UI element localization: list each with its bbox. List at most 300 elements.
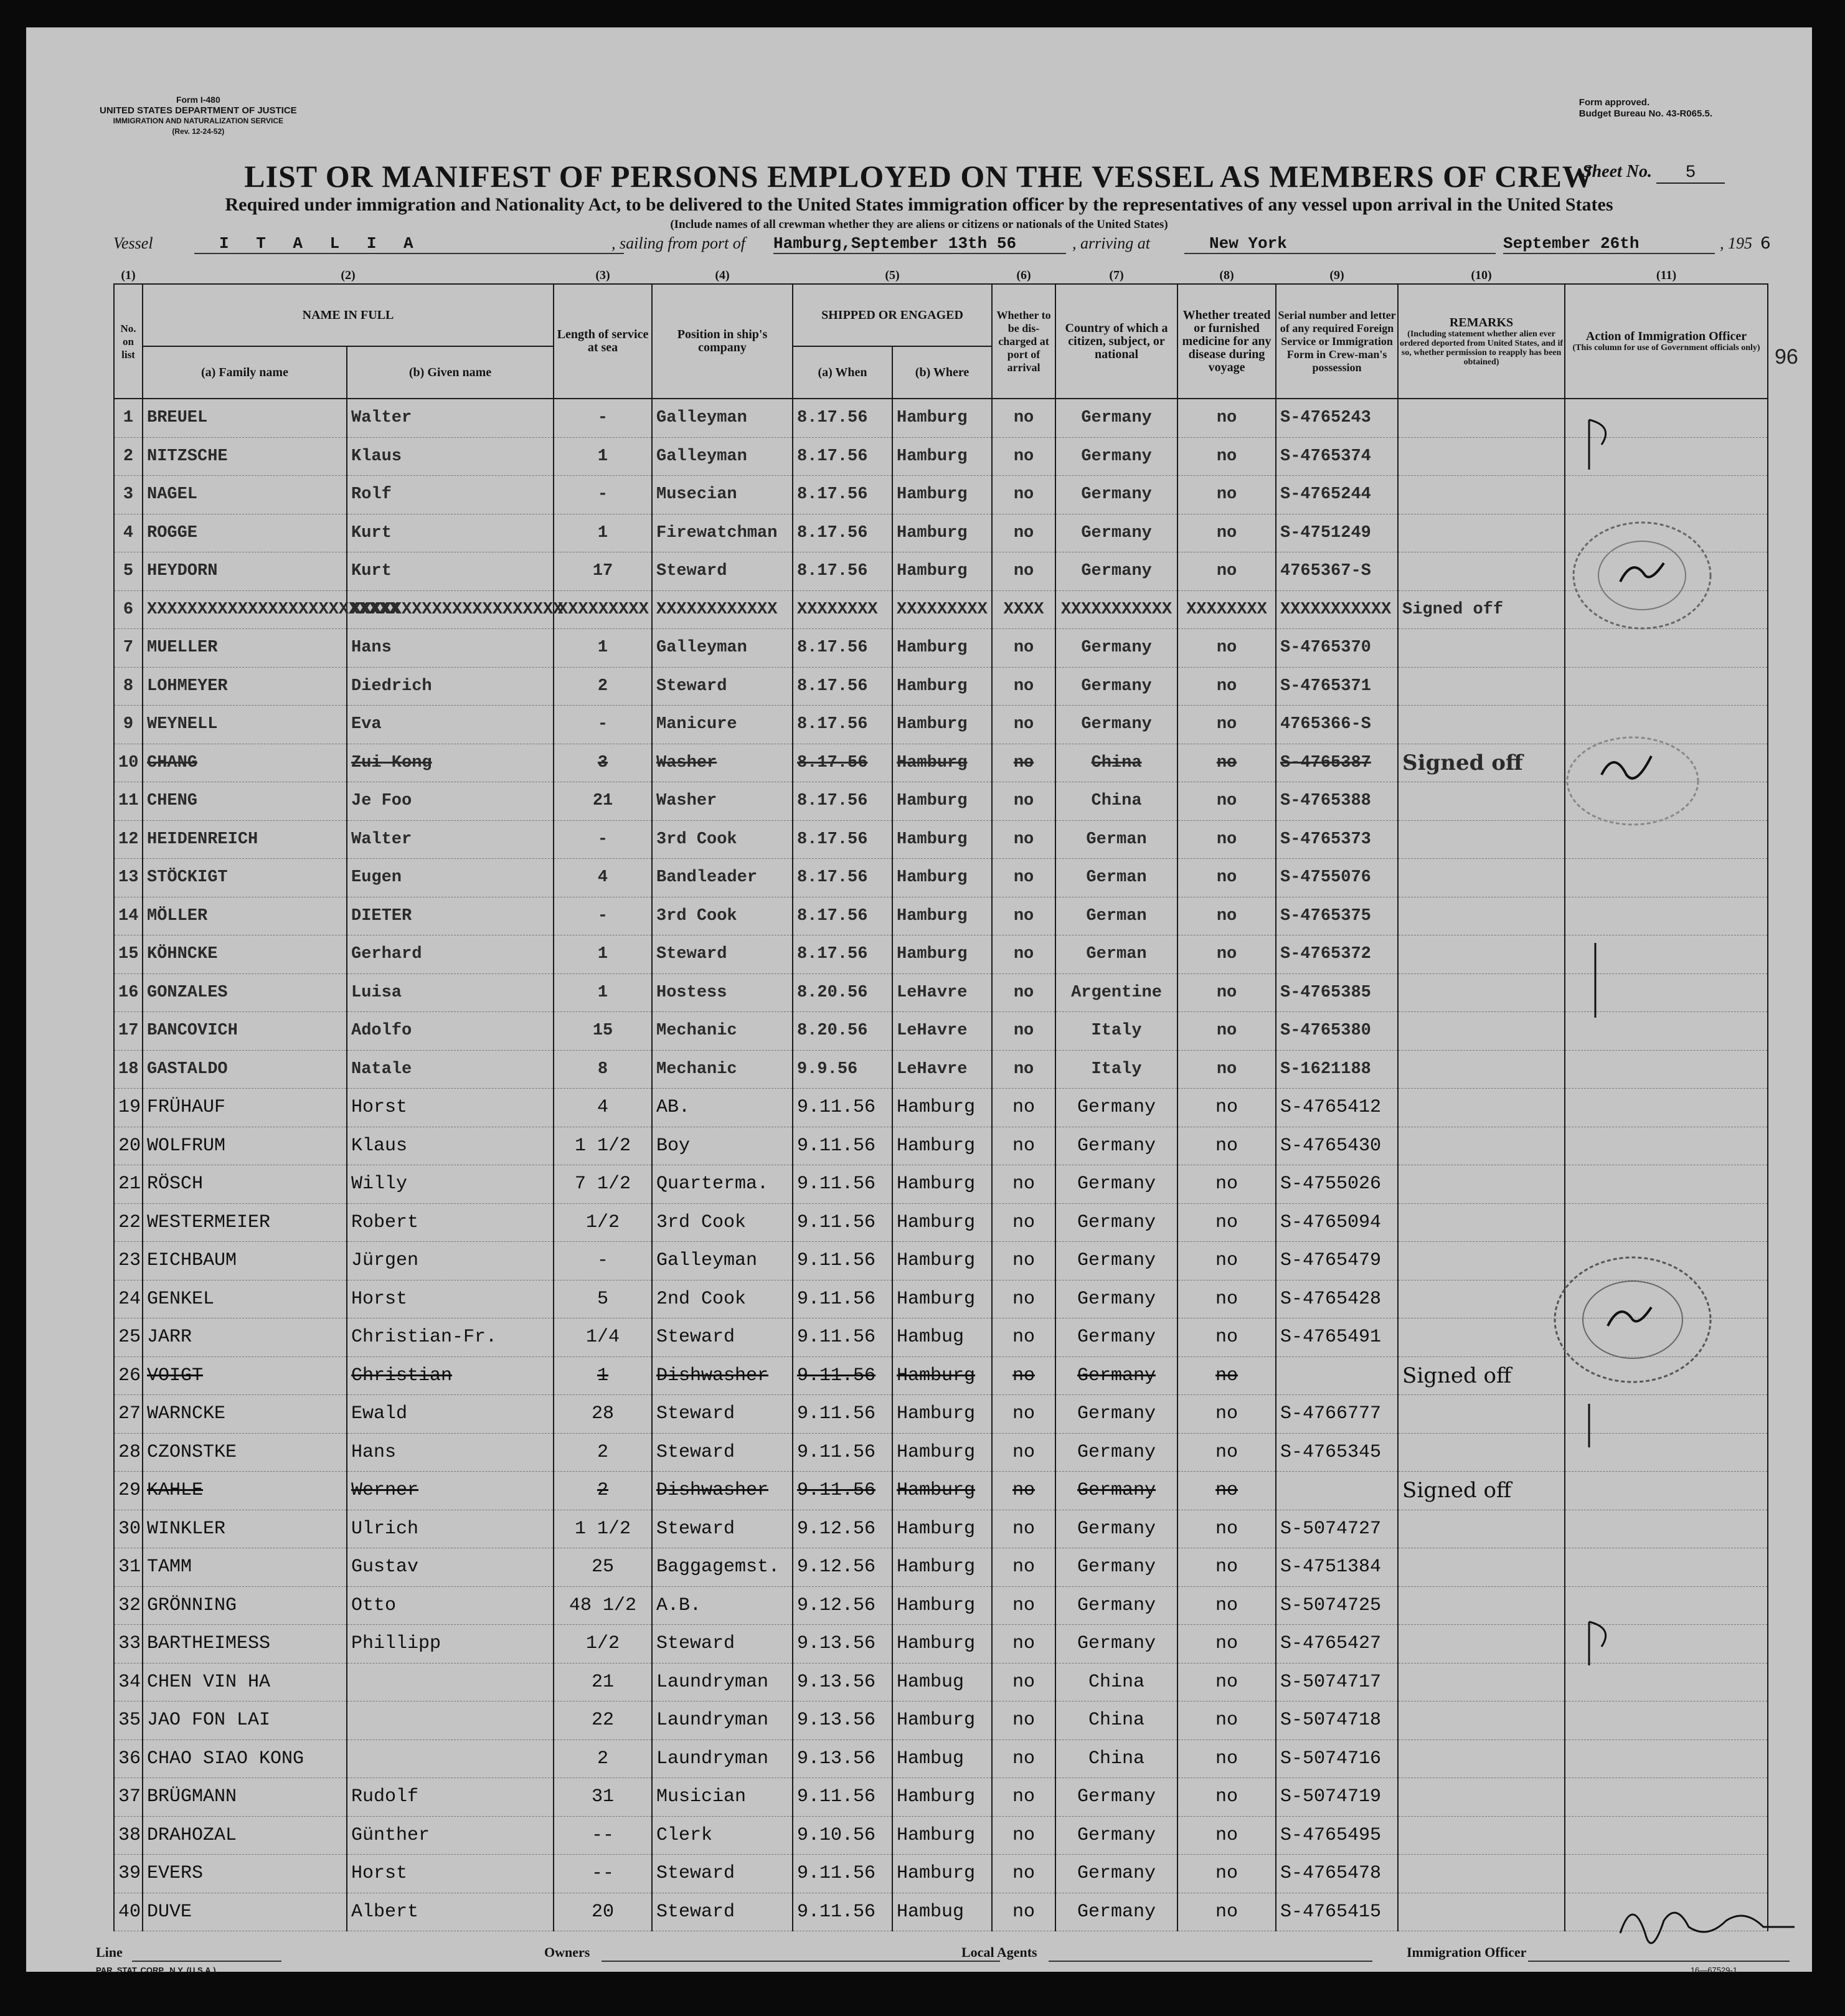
owners-field bbox=[602, 1944, 1000, 1962]
row-number-cell: 36 bbox=[114, 1739, 143, 1778]
col-num-3: (3) bbox=[595, 268, 610, 282]
header-shipped: SHIPPED OR ENGAGED bbox=[793, 284, 992, 346]
shipped-where-cell: Hamburg bbox=[892, 1433, 992, 1472]
remarks-cell bbox=[1398, 399, 1565, 437]
given-name-cell: DIETER bbox=[347, 897, 554, 935]
given-name-cell: Eva bbox=[347, 706, 554, 744]
given-name-cell: Luisa bbox=[347, 973, 554, 1012]
country-cell: Germany bbox=[1055, 1165, 1177, 1204]
treated-cell: no bbox=[1177, 1510, 1276, 1548]
serial-number-cell: S-4765375 bbox=[1276, 897, 1398, 935]
row-number-cell: 18 bbox=[114, 1050, 143, 1089]
family-name-cell: TAMM bbox=[143, 1548, 347, 1587]
family-name-cell: CHAO SIAO KONG bbox=[143, 1739, 347, 1778]
serial-number-cell: S-4765495 bbox=[1276, 1816, 1398, 1855]
given-name-cell: Willy bbox=[347, 1165, 554, 1204]
remarks-cell bbox=[1398, 1280, 1565, 1318]
country-cell: Germany bbox=[1055, 1089, 1177, 1127]
remarks-cell bbox=[1398, 1510, 1565, 1548]
service-length-cell: 1 bbox=[554, 935, 652, 974]
shipped-where-cell: LeHavre bbox=[892, 973, 992, 1012]
treated-cell: no bbox=[1177, 859, 1276, 897]
remarks-cell bbox=[1398, 1586, 1565, 1625]
given-name-cell: Klaus bbox=[347, 437, 554, 476]
form-identifier bbox=[100, 95, 297, 137]
remarks-cell bbox=[1398, 782, 1565, 821]
header-position: Position in ship's company bbox=[652, 284, 793, 399]
service-length-cell: 15 bbox=[554, 1012, 652, 1051]
serial-number-cell: S-5074717 bbox=[1276, 1663, 1398, 1701]
country-cell: Germany bbox=[1055, 629, 1177, 668]
discharged-cell: no bbox=[992, 1012, 1055, 1051]
country-cell: Germany bbox=[1055, 667, 1177, 706]
shipped-when-cell: 8.20.56 bbox=[793, 1012, 892, 1051]
country-cell: XXXXXXXXXXX bbox=[1055, 590, 1177, 629]
row-number-cell: 10 bbox=[114, 744, 143, 782]
header-no: No. on list bbox=[114, 284, 143, 399]
row-number-cell: 40 bbox=[114, 1893, 143, 1931]
table-row bbox=[114, 1739, 1768, 1778]
serial-number-cell: S-4765345 bbox=[1276, 1433, 1398, 1472]
serial-number-cell bbox=[1276, 1356, 1398, 1395]
shipped-when-cell: 9.12.56 bbox=[793, 1510, 892, 1548]
treated-cell: no bbox=[1177, 1548, 1276, 1587]
family-name-cell: GRÖNNING bbox=[143, 1586, 347, 1625]
country-cell: German bbox=[1055, 820, 1177, 859]
serial-number-cell: S-5074719 bbox=[1276, 1778, 1398, 1817]
table-row bbox=[114, 629, 1768, 668]
shipped-when-cell: 9.11.56 bbox=[793, 1395, 892, 1434]
discharged-cell: no bbox=[992, 1855, 1055, 1893]
row-number-cell: 24 bbox=[114, 1280, 143, 1318]
row-number-cell: 1 bbox=[114, 399, 143, 437]
shipped-when-cell: 9.11.56 bbox=[793, 1433, 892, 1472]
treated-cell: no bbox=[1177, 1625, 1276, 1663]
given-name-cell: Robert bbox=[347, 1203, 554, 1242]
year-suffix: 6 bbox=[1760, 234, 1771, 253]
given-name-cell: XXXXXXXXXXXXXXXXXXXXX bbox=[347, 590, 554, 629]
row-number-cell: 22 bbox=[114, 1203, 143, 1242]
shipped-when-cell: 8.17.56 bbox=[793, 667, 892, 706]
shipped-when-cell: 9.12.56 bbox=[793, 1586, 892, 1625]
shipped-when-cell: 9.9.56 bbox=[793, 1050, 892, 1089]
discharged-cell: no bbox=[992, 1280, 1055, 1318]
position-cell: Manicure bbox=[652, 706, 793, 744]
family-name-cell: MUELLER bbox=[143, 629, 347, 668]
position-cell: Washer bbox=[652, 744, 793, 782]
treated-cell: no bbox=[1177, 667, 1276, 706]
service-length-cell: 28 bbox=[554, 1395, 652, 1434]
shipped-when-cell: 9.11.56 bbox=[793, 1242, 892, 1280]
treated-cell: no bbox=[1177, 399, 1276, 437]
col-num-9: (9) bbox=[1329, 268, 1344, 282]
treated-cell: no bbox=[1177, 1165, 1276, 1204]
position-cell: Galleyman bbox=[652, 399, 793, 437]
shipped-when-cell: 8.17.56 bbox=[793, 552, 892, 591]
shipped-where-cell: Hamburg bbox=[892, 552, 992, 591]
shipped-where-cell: Hamburg bbox=[892, 1089, 992, 1127]
given-name-cell: Hans bbox=[347, 629, 554, 668]
serial-number-cell: S-5074727 bbox=[1276, 1510, 1398, 1548]
position-cell: Musecian bbox=[652, 476, 793, 514]
serial-number-cell: S-4765478 bbox=[1276, 1855, 1398, 1893]
serial-number-cell: S-5074716 bbox=[1276, 1739, 1398, 1778]
given-name-cell: Zui Kong bbox=[347, 744, 554, 782]
row-number-cell: 21 bbox=[114, 1165, 143, 1204]
shipped-where-cell: Hamburg bbox=[892, 1356, 992, 1395]
shipped-where-cell: Hamburg bbox=[892, 1127, 992, 1165]
treated-cell: no bbox=[1177, 744, 1276, 782]
given-name-cell: Otto bbox=[347, 1586, 554, 1625]
service-length-cell: - bbox=[554, 476, 652, 514]
family-name-cell: WESTERMEIER bbox=[143, 1203, 347, 1242]
shipped-where-cell: Hamburg bbox=[892, 1816, 992, 1855]
row-number-cell: 23 bbox=[114, 1242, 143, 1280]
treated-cell: no bbox=[1177, 1203, 1276, 1242]
discharged-cell: no bbox=[992, 399, 1055, 437]
col-num-5: (5) bbox=[885, 268, 900, 282]
given-name-cell: Walter bbox=[347, 820, 554, 859]
family-name-cell: EICHBAUM bbox=[143, 1242, 347, 1280]
remarks-cell bbox=[1398, 552, 1565, 591]
remarks-cell bbox=[1398, 1739, 1565, 1778]
country-cell: China bbox=[1055, 782, 1177, 821]
shipped-when-cell: 8.17.56 bbox=[793, 399, 892, 437]
remarks-cell bbox=[1398, 1701, 1565, 1740]
discharged-cell: no bbox=[992, 667, 1055, 706]
table-row bbox=[114, 1510, 1768, 1548]
table-row bbox=[114, 1778, 1768, 1817]
serial-number-cell: S-1621188 bbox=[1276, 1050, 1398, 1089]
remarks-cell bbox=[1398, 1778, 1565, 1817]
serial-number-cell: S-4755026 bbox=[1276, 1165, 1398, 1204]
service-length-cell: -- bbox=[554, 1816, 652, 1855]
row-number-cell: 19 bbox=[114, 1089, 143, 1127]
treated-cell: no bbox=[1177, 1280, 1276, 1318]
discharged-cell: no bbox=[992, 706, 1055, 744]
treated-cell: no bbox=[1177, 1739, 1276, 1778]
given-name-cell: Günther bbox=[347, 1816, 554, 1855]
shipped-when-cell: 9.13.56 bbox=[793, 1701, 892, 1740]
remarks-cell bbox=[1398, 1433, 1565, 1472]
shipped-where-cell: Hamburg bbox=[892, 1203, 992, 1242]
table-row bbox=[114, 1242, 1768, 1280]
family-name-cell: VOIGT bbox=[143, 1356, 347, 1395]
position-cell: Steward bbox=[652, 1318, 793, 1357]
service-length-cell: 4 bbox=[554, 1089, 652, 1127]
remarks-cell bbox=[1398, 667, 1565, 706]
given-name-cell: Albert bbox=[347, 1893, 554, 1931]
discharged-cell: no bbox=[992, 1472, 1055, 1510]
position-cell: Clerk bbox=[652, 1816, 793, 1855]
country-cell: German bbox=[1055, 897, 1177, 935]
shipped-where-cell: Hamburg bbox=[892, 1472, 992, 1510]
row-number-cell: 8 bbox=[114, 667, 143, 706]
sheet-value: 5 bbox=[1656, 163, 1725, 184]
country-cell: Germany bbox=[1055, 1280, 1177, 1318]
service-length-cell: 2 bbox=[554, 667, 652, 706]
table-row bbox=[114, 667, 1768, 706]
row-number-cell: 15 bbox=[114, 935, 143, 974]
col-num-8: (8) bbox=[1219, 268, 1234, 282]
country-cell: China bbox=[1055, 1739, 1177, 1778]
service-length-cell: - bbox=[554, 399, 652, 437]
family-name-cell: CZONSTKE bbox=[143, 1433, 347, 1472]
treated-cell: no bbox=[1177, 1701, 1276, 1740]
treated-cell: no bbox=[1177, 1318, 1276, 1357]
service-length-cell: -- bbox=[554, 1855, 652, 1893]
discharged-cell: no bbox=[992, 1778, 1055, 1817]
family-name-cell: WINKLER bbox=[143, 1510, 347, 1548]
remarks-cell bbox=[1398, 1203, 1565, 1242]
serial-number-cell: S-4765371 bbox=[1276, 667, 1398, 706]
remarks-cell: Signed off bbox=[1398, 1472, 1565, 1510]
revision: (Rev. 12-24-52) bbox=[172, 127, 225, 136]
serial-number-cell: 4765367-S bbox=[1276, 552, 1398, 591]
discharged-cell: no bbox=[992, 897, 1055, 935]
serial-number-cell: S-4755076 bbox=[1276, 859, 1398, 897]
table-row bbox=[114, 820, 1768, 859]
table-row bbox=[114, 1089, 1768, 1127]
manifest-sheet bbox=[26, 27, 1812, 1975]
discharged-cell: no bbox=[992, 1050, 1055, 1089]
shipped-where-cell: Hamburg bbox=[892, 514, 992, 552]
treated-cell: XXXXXXXX bbox=[1177, 590, 1276, 629]
serial-number-cell: S-4765244 bbox=[1276, 476, 1398, 514]
treated-cell: no bbox=[1177, 1242, 1276, 1280]
given-name-cell: Horst bbox=[347, 1855, 554, 1893]
family-name-cell: WOLFRUM bbox=[143, 1127, 347, 1165]
position-cell: A.B. bbox=[652, 1586, 793, 1625]
given-name-cell: Horst bbox=[347, 1280, 554, 1318]
header-length: Length of service at sea bbox=[554, 284, 652, 399]
department: UNITED STATES DEPARTMENT OF JUSTICE bbox=[100, 105, 297, 116]
given-name-cell: Adolfo bbox=[347, 1012, 554, 1051]
position-cell: AB. bbox=[652, 1089, 793, 1127]
family-name-cell: NITZSCHE bbox=[143, 437, 347, 476]
service-length-cell: 22 bbox=[554, 1701, 652, 1740]
table-row bbox=[114, 1433, 1768, 1472]
arrival-date: September 26th bbox=[1503, 234, 1715, 254]
position-cell: Steward bbox=[652, 552, 793, 591]
treated-cell: no bbox=[1177, 1395, 1276, 1434]
table-row bbox=[114, 1127, 1768, 1165]
serial-number-cell bbox=[1276, 1472, 1398, 1510]
service-length-cell: 31 bbox=[554, 1778, 652, 1817]
country-cell: Germany bbox=[1055, 476, 1177, 514]
position-cell: Hostess bbox=[652, 973, 793, 1012]
row-number-cell: 27 bbox=[114, 1395, 143, 1434]
serial-number-cell: S-4765374 bbox=[1276, 437, 1398, 476]
service-length-cell: 17 bbox=[554, 552, 652, 591]
discharged-cell: no bbox=[992, 476, 1055, 514]
remarks-cell bbox=[1398, 1893, 1565, 1931]
form-approval bbox=[1579, 97, 1712, 120]
year-prefix: , 195 bbox=[1720, 234, 1752, 252]
remarks-cell bbox=[1398, 1663, 1565, 1701]
page-title: LIST OR MANIFEST OF PERSONS EMPLOYED ON THE VESSEL AS MEMBERS OF CREW bbox=[244, 159, 1594, 194]
row-number-cell: 9 bbox=[114, 706, 143, 744]
header-treated: Whether treated or furnished medicine for any disease during voyage bbox=[1177, 284, 1276, 399]
table-row bbox=[114, 1356, 1768, 1395]
table-row bbox=[114, 706, 1768, 744]
header-name: NAME IN FULL bbox=[143, 284, 554, 346]
treated-cell: no bbox=[1177, 514, 1276, 552]
table-row bbox=[114, 1203, 1768, 1242]
serial-number-cell: S-4765094 bbox=[1276, 1203, 1398, 1242]
action-note: (This column for use of Government officials only) bbox=[1572, 343, 1760, 353]
treated-cell: no bbox=[1177, 935, 1276, 974]
page-number: 96 bbox=[1775, 345, 1798, 369]
col-num-6: (6) bbox=[1016, 268, 1031, 282]
discharged-cell: no bbox=[992, 552, 1055, 591]
table-row bbox=[114, 437, 1768, 476]
approved-text: Form approved. bbox=[1578, 97, 1650, 108]
position-cell: Steward bbox=[652, 1433, 793, 1472]
agents-field bbox=[1049, 1944, 1372, 1962]
shipped-where-cell: Hamburg bbox=[892, 935, 992, 974]
family-name-cell: CHENG bbox=[143, 782, 347, 821]
remarks-cell bbox=[1398, 514, 1565, 552]
remarks-cell: Signed off bbox=[1398, 1356, 1565, 1395]
position-cell: Dishwasher bbox=[652, 1356, 793, 1395]
service-length-cell: 1 bbox=[554, 629, 652, 668]
remarks-cell bbox=[1398, 1089, 1565, 1127]
header-when: (a) When bbox=[793, 346, 892, 399]
position-cell: Laundryman bbox=[652, 1739, 793, 1778]
shipped-when-cell: 9.11.56 bbox=[793, 1089, 892, 1127]
row-number-cell: 13 bbox=[114, 859, 143, 897]
service-length-cell: 21 bbox=[554, 782, 652, 821]
family-name-cell: STÖCKIGT bbox=[143, 859, 347, 897]
shipped-where-cell: Hamburg bbox=[892, 820, 992, 859]
position-cell: XXXXXXXXXXXX bbox=[652, 590, 793, 629]
family-name-cell: JARR bbox=[143, 1318, 347, 1357]
shipped-when-cell: 8.17.56 bbox=[793, 935, 892, 974]
family-name-cell: BRÜGMANN bbox=[143, 1778, 347, 1817]
service-length-cell: 4 bbox=[554, 859, 652, 897]
discharged-cell: no bbox=[992, 1433, 1055, 1472]
row-number-cell: 25 bbox=[114, 1318, 143, 1357]
position-cell: Quarterma. bbox=[652, 1165, 793, 1204]
discharged-cell: no bbox=[992, 859, 1055, 897]
position-cell: 2nd Cook bbox=[652, 1280, 793, 1318]
country-cell: Germany bbox=[1055, 1203, 1177, 1242]
remarks-cell bbox=[1398, 859, 1565, 897]
discharged-cell: no bbox=[992, 1701, 1055, 1740]
country-cell: Germany bbox=[1055, 1778, 1177, 1817]
treated-cell: no bbox=[1177, 1778, 1276, 1817]
service-length-cell: 25 bbox=[554, 1548, 652, 1587]
table-row bbox=[114, 1663, 1768, 1701]
remarks-cell bbox=[1398, 820, 1565, 859]
family-name-cell: WARNCKE bbox=[143, 1395, 347, 1434]
row-number-cell: 35 bbox=[114, 1701, 143, 1740]
service-length-cell: - bbox=[554, 706, 652, 744]
crew-table bbox=[113, 268, 1768, 1931]
serial-number-cell: S-4765373 bbox=[1276, 820, 1398, 859]
table-row bbox=[114, 1586, 1768, 1625]
remarks-title: REMARKS bbox=[1449, 315, 1514, 329]
family-name-cell: ROGGE bbox=[143, 514, 347, 552]
position-cell: Steward bbox=[652, 1510, 793, 1548]
col-num-1: (1) bbox=[121, 268, 136, 282]
shipped-when-cell: 8.17.56 bbox=[793, 514, 892, 552]
country-cell: Germany bbox=[1055, 1356, 1177, 1395]
shipped-when-cell: 9.11.56 bbox=[793, 1165, 892, 1204]
country-cell: Germany bbox=[1055, 1395, 1177, 1434]
discharged-cell: no bbox=[992, 1165, 1055, 1204]
treated-cell: no bbox=[1177, 552, 1276, 591]
service-length-cell: 5 bbox=[554, 1280, 652, 1318]
given-name-cell: Eugen bbox=[347, 859, 554, 897]
header-serial: Serial number and letter of any required Foreign Service or Immigration Form in Crew-man's possession bbox=[1276, 284, 1398, 399]
line-field bbox=[132, 1944, 281, 1962]
position-cell: Galleyman bbox=[652, 437, 793, 476]
table-row bbox=[114, 897, 1768, 935]
discharged-cell: no bbox=[992, 1625, 1055, 1663]
shipped-when-cell: 9.11.56 bbox=[793, 1356, 892, 1395]
country-cell: Germany bbox=[1055, 1242, 1177, 1280]
country-cell: Germany bbox=[1055, 1816, 1177, 1855]
shipped-where-cell: Hamburg bbox=[892, 1701, 992, 1740]
header-given: (b) Given name bbox=[347, 346, 554, 399]
position-cell: 3rd Cook bbox=[652, 820, 793, 859]
shipped-when-cell: 9.13.56 bbox=[793, 1663, 892, 1701]
sheet-label: Sheet No. bbox=[1582, 162, 1652, 181]
service-length-cell: - bbox=[554, 820, 652, 859]
position-cell: Steward bbox=[652, 935, 793, 974]
family-name-cell: FRÜHAUF bbox=[143, 1089, 347, 1127]
position-cell: Steward bbox=[652, 1855, 793, 1893]
col-num-2: (2) bbox=[341, 268, 356, 282]
shipped-when-cell: 9.11.56 bbox=[793, 1472, 892, 1510]
serial-number-cell: S-4751384 bbox=[1276, 1548, 1398, 1587]
shipped-when-cell: 8.17.56 bbox=[793, 706, 892, 744]
service: IMMIGRATION AND NATURALIZATION SERVICE bbox=[113, 116, 283, 125]
service-length-cell: 20 bbox=[554, 1893, 652, 1931]
row-number-cell: 37 bbox=[114, 1778, 143, 1817]
position-cell: Baggagemst. bbox=[652, 1548, 793, 1587]
shipped-where-cell: Hamburg bbox=[892, 1548, 992, 1587]
table-row bbox=[114, 1395, 1768, 1434]
table-row bbox=[114, 1050, 1768, 1089]
serial-number-cell: S-4765387 bbox=[1276, 744, 1398, 782]
table-row bbox=[114, 1816, 1768, 1855]
footer-officer: Immigration Officer bbox=[1407, 1944, 1527, 1960]
shipped-where-cell: Hambug bbox=[892, 1893, 992, 1931]
shipped-when-cell: 9.11.56 bbox=[793, 1318, 892, 1357]
discharged-cell: no bbox=[992, 514, 1055, 552]
family-name-cell: KÖHNCKE bbox=[143, 935, 347, 974]
service-length-cell: - bbox=[554, 1242, 652, 1280]
row-number-cell: 32 bbox=[114, 1586, 143, 1625]
treated-cell: no bbox=[1177, 476, 1276, 514]
service-length-cell: 21 bbox=[554, 1663, 652, 1701]
position-cell: Firewatchman bbox=[652, 514, 793, 552]
given-name-cell: Walter bbox=[347, 399, 554, 437]
treated-cell: no bbox=[1177, 1089, 1276, 1127]
given-name-cell: Gerhard bbox=[347, 935, 554, 974]
country-cell: German bbox=[1055, 859, 1177, 897]
header-action bbox=[1565, 284, 1768, 399]
shipped-where-cell: Hamburg bbox=[892, 1778, 992, 1817]
family-name-cell: WEYNELL bbox=[143, 706, 347, 744]
discharged-cell: no bbox=[992, 1663, 1055, 1701]
form-id: Form I-480 bbox=[176, 95, 220, 105]
treated-cell: no bbox=[1177, 1816, 1276, 1855]
country-cell: Argentine bbox=[1055, 973, 1177, 1012]
